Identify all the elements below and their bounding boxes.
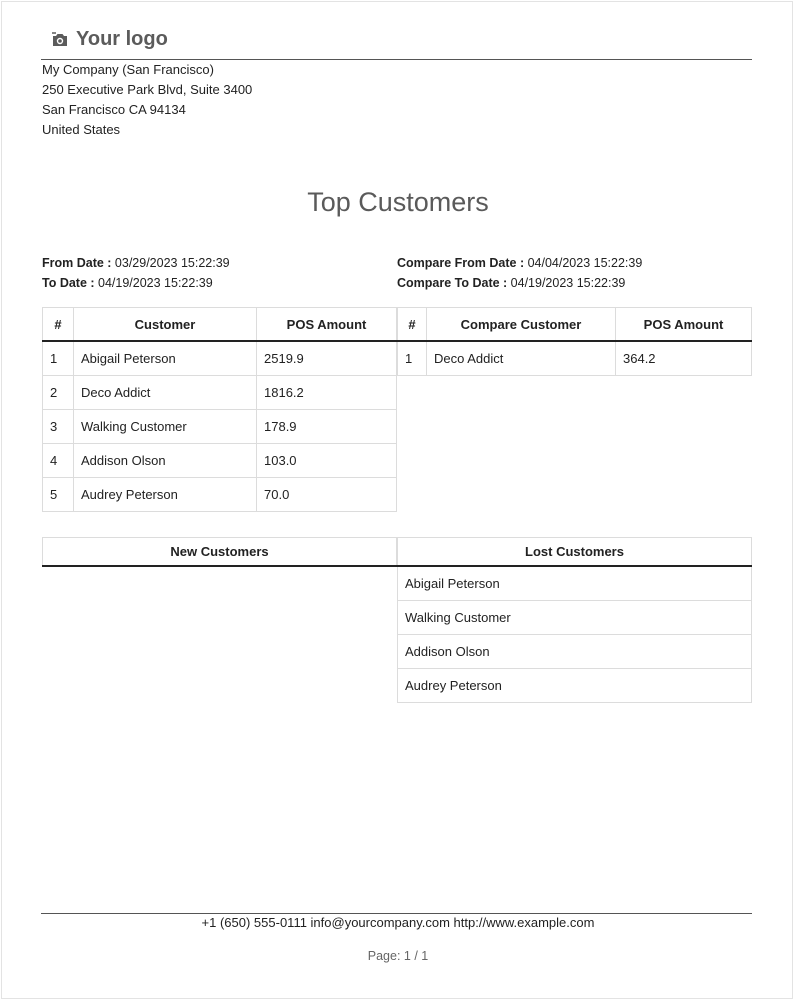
- row-amount: 103.0: [257, 444, 397, 478]
- table-row: [43, 478, 397, 512]
- table-row: [43, 376, 397, 410]
- compare-to-date-line: [397, 273, 642, 293]
- lost-customers-header: Lost Customers: [398, 538, 752, 567]
- compare-customers-table: [397, 307, 752, 376]
- compare-to-date-label: Compare To Date :: [397, 276, 508, 290]
- logo-text: Your logo: [76, 28, 168, 50]
- column-header-compare-rank: #: [398, 308, 427, 342]
- table-row: [398, 669, 752, 703]
- company-address: [42, 60, 252, 140]
- to-date-label: To Date :: [42, 276, 95, 290]
- table-row: [43, 444, 397, 478]
- company-name: My Company (San Francisco): [42, 62, 214, 77]
- column-header-pos-amount: POS Amount: [257, 308, 397, 342]
- column-header-rank: #: [43, 308, 74, 342]
- report-page: [1, 1, 793, 999]
- from-date-line: [42, 253, 230, 273]
- page-number: Page: 1 / 1: [367, 949, 429, 963]
- camera-icon: [50, 30, 70, 50]
- row-amount: 1816.2: [257, 376, 397, 410]
- row-customer: Walking Customer: [74, 410, 257, 444]
- compare-from-date-line: [397, 253, 642, 273]
- column-header-compare-pos-amount: POS Amount: [616, 308, 752, 342]
- row-amount: 178.9: [257, 410, 397, 444]
- from-date-value: 03/29/2023 15:22:39: [111, 256, 230, 270]
- row-amount: 2519.9: [257, 341, 397, 376]
- compare-date-range: [397, 253, 642, 293]
- row-rank: 1: [43, 341, 74, 376]
- table-row: [398, 601, 752, 635]
- table-row: [43, 410, 397, 444]
- footer-contact: +1 (650) 555-0111 info@yourcompany.com http://www.example.com: [201, 915, 595, 930]
- to-date-value: 04/19/2023 15:22:39: [94, 276, 213, 290]
- row-rank: 3: [43, 410, 74, 444]
- company-city: San Francisco CA 94134: [42, 102, 186, 117]
- lost-customer-name: Abigail Peterson: [398, 566, 752, 601]
- company-logo: [50, 28, 168, 51]
- company-country: United States: [42, 122, 121, 137]
- from-date-label: From Date :: [42, 256, 112, 270]
- lost-customers-table: [397, 537, 752, 703]
- lost-customer-name: Walking Customer: [398, 601, 752, 635]
- new-customers-header: New Customers: [43, 538, 397, 567]
- row-rank: 1: [398, 341, 427, 376]
- row-rank: 4: [43, 444, 74, 478]
- footer-divider: [41, 913, 752, 914]
- lost-customer-name: Audrey Peterson: [398, 669, 752, 703]
- compare-from-date-value: 04/04/2023 15:22:39: [524, 256, 643, 270]
- row-amount: 70.0: [257, 478, 397, 512]
- report-title: Top Customers: [307, 187, 489, 217]
- compare-from-date-label: Compare From Date :: [397, 256, 525, 270]
- column-header-compare-customer: Compare Customer: [427, 308, 616, 342]
- row-rank: 2: [43, 376, 74, 410]
- new-customers-table: [42, 537, 397, 567]
- table-row: [43, 341, 397, 376]
- row-customer: Abigail Peterson: [74, 341, 257, 376]
- to-date-line: [42, 273, 230, 293]
- compare-to-date-value: 04/19/2023 15:22:39: [507, 276, 626, 290]
- company-street: 250 Executive Park Blvd, Suite 3400: [42, 82, 253, 97]
- row-customer: Deco Addict: [74, 376, 257, 410]
- column-header-customer: Customer: [74, 308, 257, 342]
- row-rank: 5: [43, 478, 74, 512]
- date-range: [42, 253, 230, 293]
- lost-customer-name: Addison Olson: [398, 635, 752, 669]
- top-customers-table: [42, 307, 397, 512]
- row-customer: Audrey Peterson: [74, 478, 257, 512]
- row-amount: 364.2: [616, 341, 752, 376]
- table-row: [398, 566, 752, 601]
- row-customer: Addison Olson: [74, 444, 257, 478]
- row-customer: Deco Addict: [427, 341, 616, 376]
- table-row: [398, 635, 752, 669]
- table-row: [398, 341, 752, 376]
